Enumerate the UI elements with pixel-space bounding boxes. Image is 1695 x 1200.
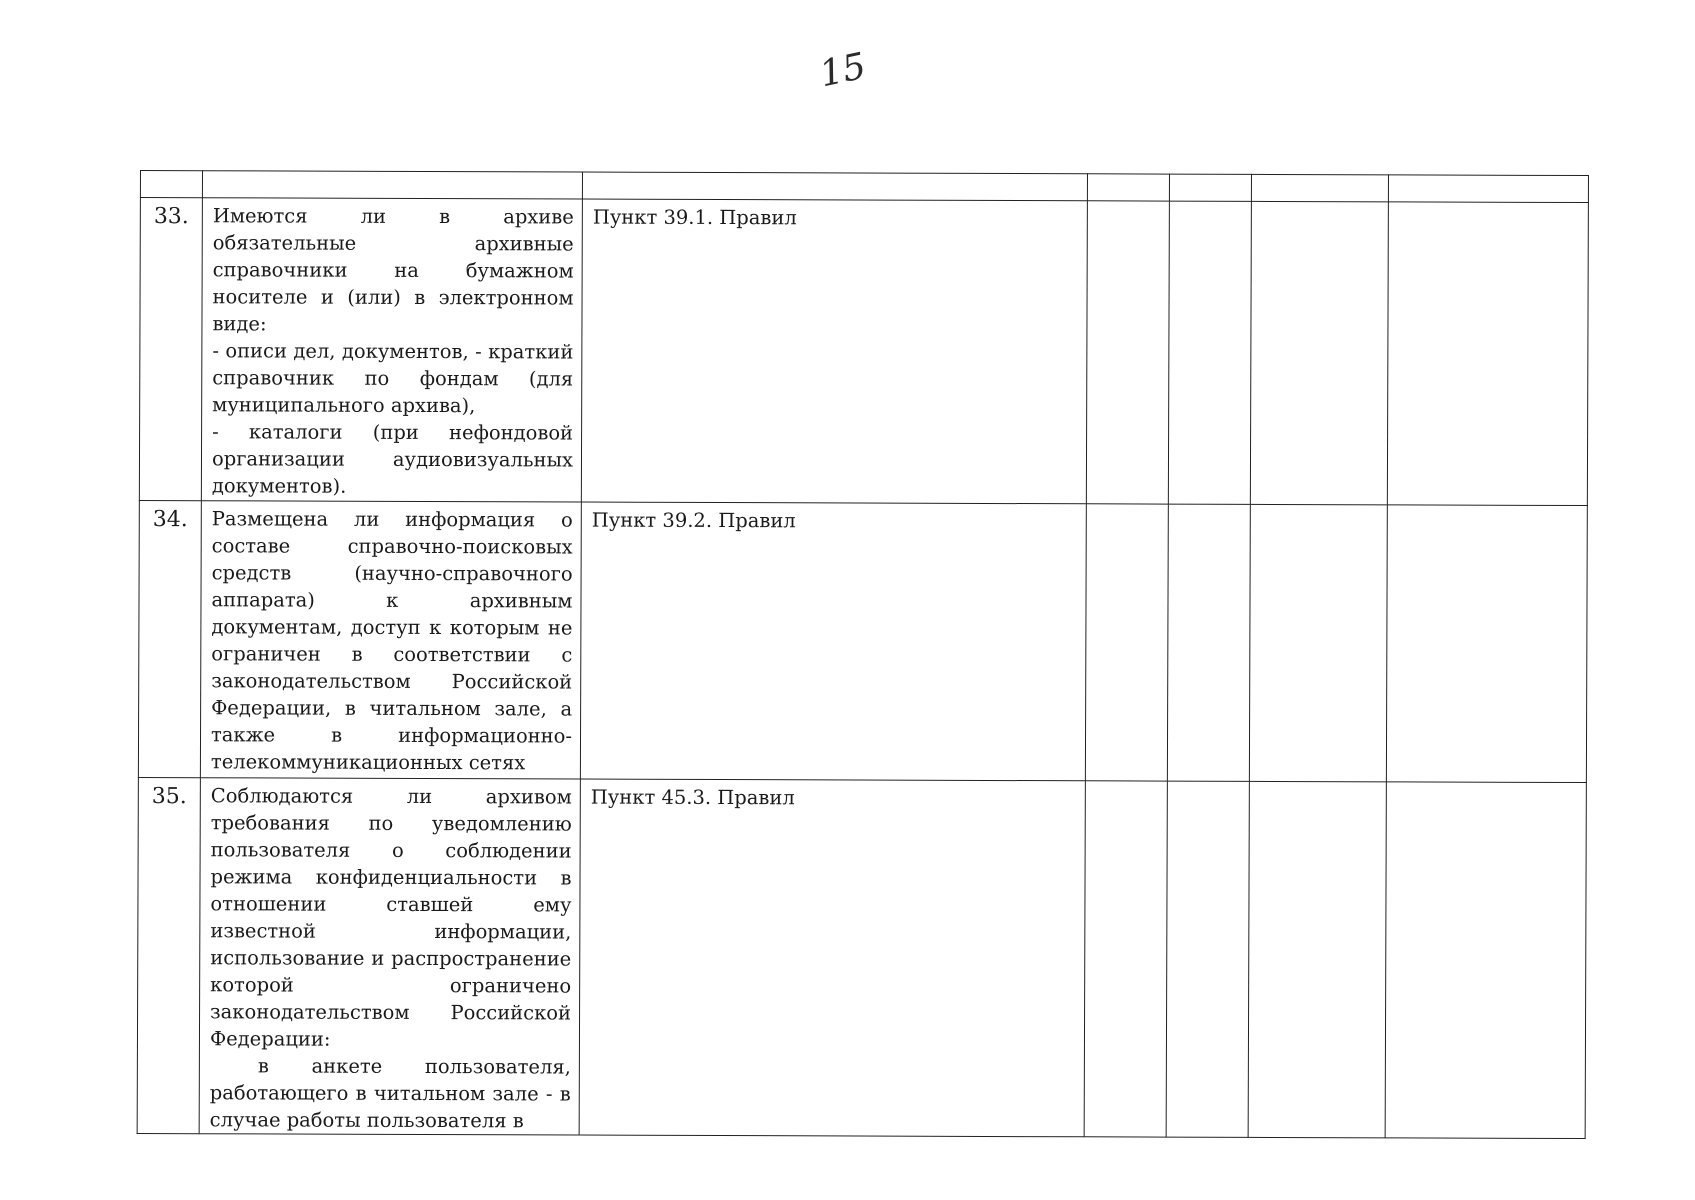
empty-cell bbox=[1085, 504, 1168, 781]
table-row bbox=[138, 500, 1587, 782]
row-number: 33. bbox=[139, 198, 202, 501]
reference-cell: Пункт 45.3. Правил bbox=[579, 779, 1085, 1137]
question-text: в анкете пользователя, работающего в читальном зале - в случае работы пользователя в bbox=[209, 1054, 571, 1133]
question-text: Размещена ли информация о составе справочно-поисковых средств (научно-справочного аппарата) к архивным документам, доступ к которым не ограничен в соответствии с законодательством Российской Федерации, в читальном зале, а также в информационно-телекоммуникационных сетях bbox=[210, 507, 573, 775]
empty-cell bbox=[1084, 781, 1167, 1137]
header-cell bbox=[140, 171, 202, 198]
empty-cell bbox=[1250, 201, 1388, 504]
empty-cell bbox=[1386, 505, 1587, 783]
header-cell bbox=[1388, 175, 1588, 203]
row-number: 35. bbox=[137, 777, 200, 1133]
header-cell bbox=[582, 172, 1087, 201]
checklist-table bbox=[137, 170, 1589, 1139]
empty-cell bbox=[1385, 782, 1586, 1139]
header-cell bbox=[202, 171, 582, 199]
header-cell bbox=[1251, 174, 1388, 201]
question-text: - каталоги (при нефондовой организации аудиовизуальных документов). bbox=[211, 420, 574, 498]
empty-cell bbox=[1387, 202, 1588, 506]
question-cell bbox=[200, 501, 581, 779]
empty-cell bbox=[1248, 781, 1386, 1137]
row-number: 34. bbox=[138, 500, 201, 777]
empty-cell bbox=[1086, 201, 1169, 504]
header-cell bbox=[1087, 174, 1169, 201]
page-number: 15 bbox=[816, 45, 870, 96]
reference-cell: Пункт 39.2. Правил bbox=[580, 502, 1086, 781]
table-row bbox=[137, 777, 1586, 1138]
table-row bbox=[139, 198, 1588, 506]
header-cell bbox=[1169, 174, 1251, 201]
question-text: Соблюдаются ли архивом требования по уведомлению пользователя о соблюдении режима конфиденциальности в отношении ставшей ему известной информации, использование и распространение которой ограничено законодательством Российской Федерации: bbox=[209, 784, 572, 1051]
empty-cell bbox=[1167, 504, 1250, 781]
empty-cell bbox=[1166, 781, 1249, 1137]
empty-cell bbox=[1168, 201, 1251, 504]
question-cell bbox=[201, 198, 582, 502]
question-text: - описи дел, документов, - краткий справочник по фондам (для муниципального архива), bbox=[212, 339, 574, 418]
empty-cell bbox=[1249, 504, 1387, 781]
question-cell bbox=[199, 778, 580, 1135]
reference-cell: Пункт 39.1. Правил bbox=[581, 199, 1087, 504]
question-text: Имеются ли в архиве обязательные архивные справочники на бумажном носителе и (или) в электронном виде: bbox=[212, 204, 574, 336]
